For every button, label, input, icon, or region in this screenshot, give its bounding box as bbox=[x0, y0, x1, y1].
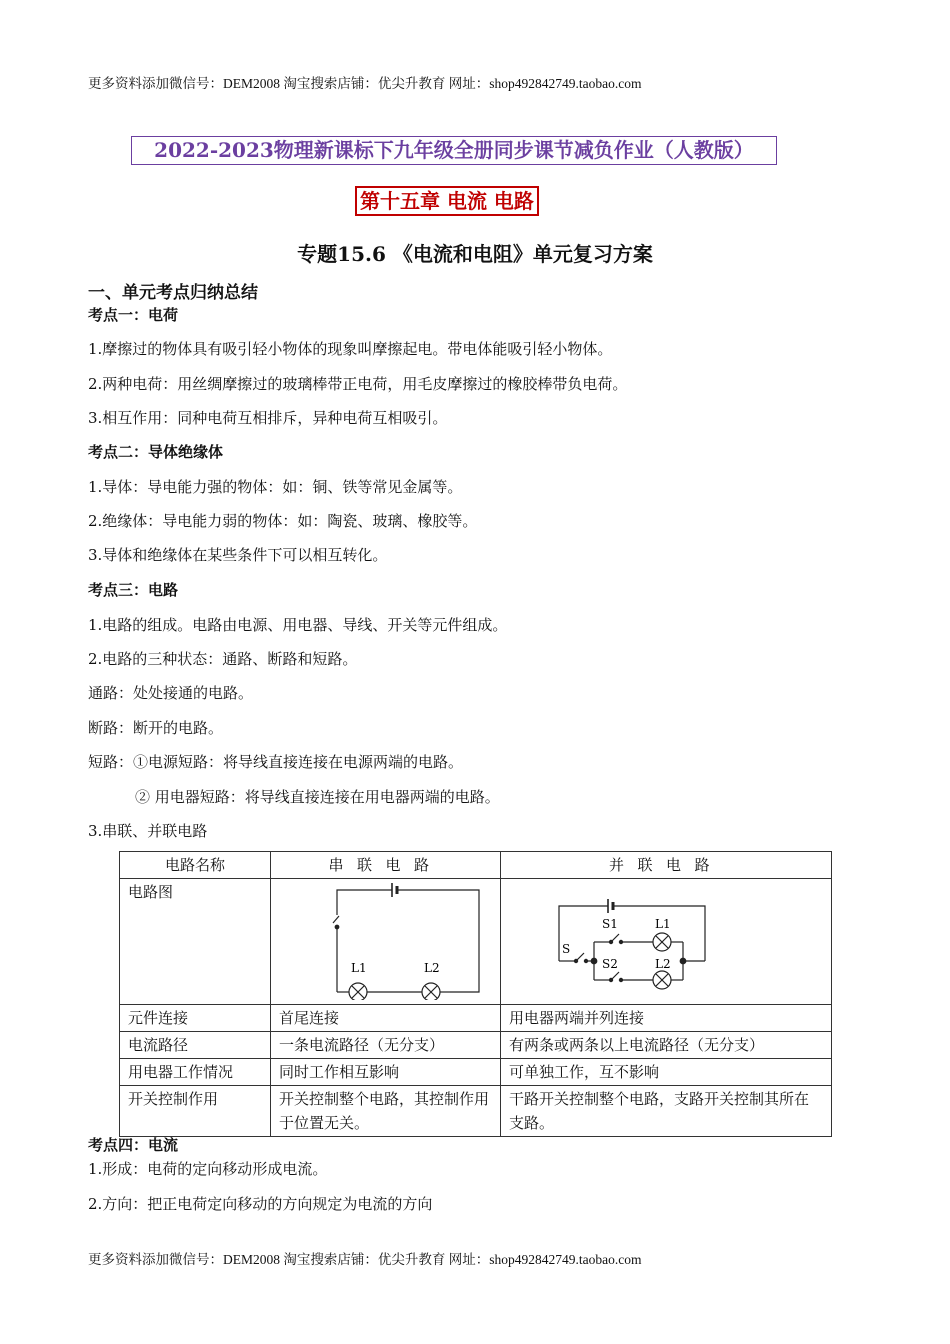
table-header-cell: 电路名称 bbox=[120, 852, 271, 879]
row-name: 元件连接 bbox=[120, 1005, 271, 1032]
kp3-line: 断路：断开的电路。 bbox=[88, 719, 224, 737]
kp4-line: 2.方向：把正电荷定向移动的方向规定为电流的方向 bbox=[88, 1195, 433, 1213]
series-l2-label: L2 bbox=[424, 961, 440, 975]
table-header-cell: 并联电路 bbox=[501, 852, 832, 879]
kp3-heading: 考点三：电路 bbox=[88, 581, 179, 599]
kp3-line: ② 用电器短路：将导线直接连接在用电器两端的电路。 bbox=[135, 788, 500, 806]
table-row bbox=[120, 1059, 832, 1086]
series-cell: 开关控制整个电路，其控制作用于位置无关。 bbox=[271, 1086, 501, 1137]
series-circuit-diagram bbox=[279, 880, 493, 1000]
section-heading: 一、单元考点归纳总结 bbox=[88, 283, 258, 303]
parallel-s-label: S bbox=[562, 942, 571, 956]
parallel-l1-label: L1 bbox=[655, 917, 671, 931]
table-row bbox=[120, 1005, 832, 1032]
kp4-heading: 考点四：电流 bbox=[88, 1136, 179, 1154]
parallel-l2-label: L2 bbox=[655, 957, 671, 971]
parallel-cell: 干路开关控制整个电路，支路开关控制其所在支路。 bbox=[501, 1086, 832, 1137]
series-title: 2022-2023物理新课标下九年级全册同步课节减负作业（人教版） bbox=[131, 136, 777, 165]
kp3-line: 短路：①电源短路：将导线直接连接在电源两端的电路。 bbox=[88, 753, 464, 771]
header-note: 更多资料添加微信号：DEM2008 淘宝搜索店铺：优尖升教育 网址：shop492842749.taobao.com bbox=[88, 76, 642, 91]
row-name: 电流路径 bbox=[120, 1032, 271, 1059]
table-header-cell: 串联电路 bbox=[271, 852, 501, 879]
table-header-row bbox=[120, 852, 832, 879]
kp4-line: 1.形成：电荷的定向移动形成电流。 bbox=[88, 1160, 328, 1178]
series-l1-label: L1 bbox=[351, 961, 367, 975]
parallel-s1-label: S1 bbox=[602, 917, 618, 931]
table-row-diagram bbox=[120, 879, 832, 1005]
kp2-line: 1.导体：导电能力强的物体：如：铜、铁等常见金属等。 bbox=[88, 478, 463, 496]
parallel-cell: 用电器两端并列连接 bbox=[501, 1005, 832, 1032]
kp1-line: 1.摩擦过的物体具有吸引轻小物体的现象叫摩擦起电。带电体能吸引轻小物体。 bbox=[88, 340, 613, 358]
row-name: 用电器工作情况 bbox=[120, 1059, 271, 1086]
kp3-line: 2.电路的三种状态：通路、断路和短路。 bbox=[88, 650, 358, 668]
series-diagram-cell bbox=[271, 879, 501, 1005]
table-row bbox=[120, 1032, 832, 1059]
kp1-heading: 考点一：电荷 bbox=[88, 306, 179, 324]
chapter-title: 第十五章 电流 电路 bbox=[355, 186, 539, 216]
row-name: 开关控制作用 bbox=[120, 1086, 271, 1137]
kp2-line: 2.绝缘体：导电能力弱的物体：如：陶瓷、玻璃、橡胶等。 bbox=[88, 512, 478, 530]
diagram-label: 电路图 bbox=[120, 879, 271, 1005]
kp3-line: 3.串联、并联电路 bbox=[88, 822, 208, 840]
kp2-line: 3.导体和绝缘体在某些条件下可以相互转化。 bbox=[88, 546, 388, 564]
parallel-circuit-diagram bbox=[509, 880, 809, 1000]
kp1-line: 2.两种电荷：用丝绸摩擦过的玻璃棒带正电荷，用毛皮摩擦过的橡胶棒带负电荷。 bbox=[88, 375, 628, 393]
parallel-cell: 有两条或两条以上电流路径（无分支） bbox=[501, 1032, 832, 1059]
parallel-diagram-cell bbox=[501, 879, 832, 1005]
kp3-line: 1.电路的组成。电路由电源、用电器、导线、开关等元件组成。 bbox=[88, 616, 508, 634]
circuit-comparison-table bbox=[119, 851, 832, 1137]
topic-title: 专题15.6 《电流和电阻》单元复习方案 bbox=[297, 242, 653, 266]
table-row bbox=[120, 1086, 832, 1137]
parallel-cell: 可单独工作，互不影响 bbox=[501, 1059, 832, 1086]
kp2-heading: 考点二：导体绝缘体 bbox=[88, 443, 224, 461]
footer-note: 更多资料添加微信号：DEM2008 淘宝搜索店铺：优尖升教育 网址：shop492842749.taobao.com bbox=[88, 1252, 642, 1267]
kp1-line: 3.相互作用：同种电荷互相排斥，异种电荷互相吸引。 bbox=[88, 409, 448, 427]
series-cell: 首尾连接 bbox=[271, 1005, 501, 1032]
kp3-line: 通路：处处接通的电路。 bbox=[88, 684, 254, 702]
series-cell: 一条电流路径（无分支） bbox=[271, 1032, 501, 1059]
parallel-s2-label: S2 bbox=[602, 957, 618, 971]
series-cell: 同时工作相互影响 bbox=[271, 1059, 501, 1086]
